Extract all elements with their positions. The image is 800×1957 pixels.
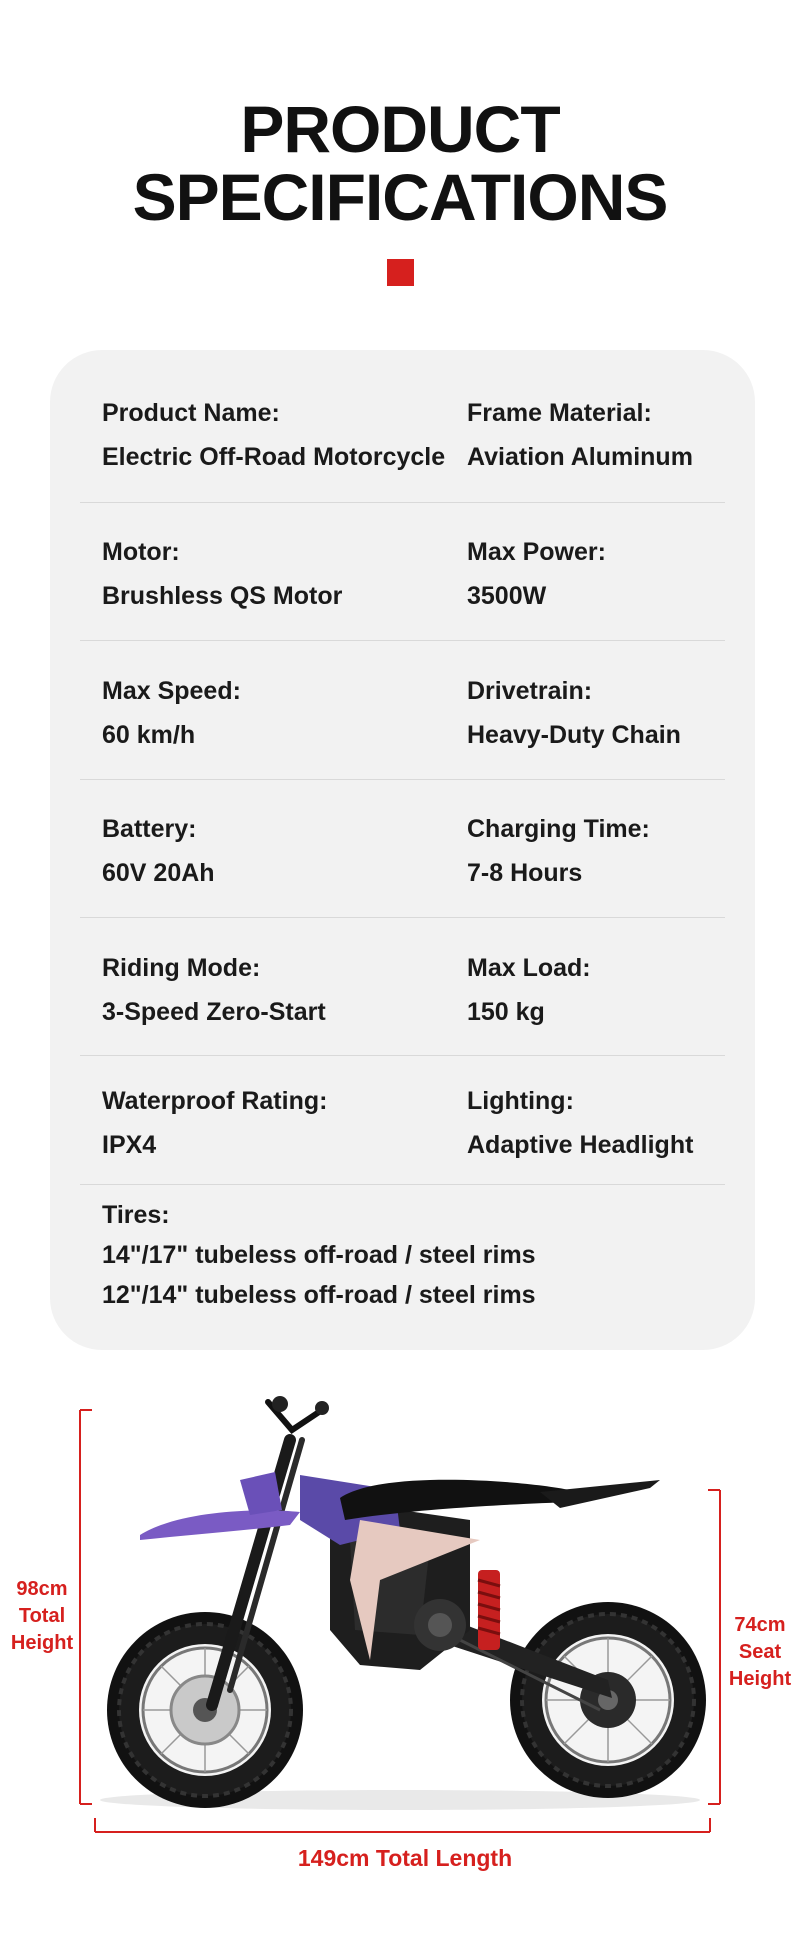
total-height-bracket xyxy=(80,1410,92,1804)
spec-value: IPX4 xyxy=(102,1131,157,1159)
seat-height-word2: Height xyxy=(728,1668,792,1690)
spec-value: 3500W xyxy=(467,582,547,610)
divider xyxy=(80,640,725,641)
spec-value: 60 km/h xyxy=(102,721,196,749)
total-height-label xyxy=(4,1576,80,1657)
spec-cell-left xyxy=(102,953,326,1027)
total-height-value: 98cm xyxy=(16,1578,68,1600)
page-title xyxy=(0,92,800,234)
spec-label: Charging Time: xyxy=(467,815,650,843)
divider xyxy=(80,502,725,503)
spec-label: Motor: xyxy=(102,538,180,566)
spec-label: Waterproof Rating: xyxy=(102,1087,328,1115)
rear-wheel xyxy=(510,1602,706,1798)
spec-value: Electric Off-Road Motorcycle xyxy=(102,443,446,471)
seat-height-word1: Seat xyxy=(738,1641,782,1663)
spec-label: Max Speed: xyxy=(102,677,241,705)
spec-label: Lighting: xyxy=(467,1087,574,1115)
spec-cell-right xyxy=(467,676,681,750)
seat xyxy=(340,1480,570,1520)
spec-label: Battery: xyxy=(102,815,197,843)
rear-shock xyxy=(478,1570,500,1650)
tires-label: Tires: xyxy=(102,1201,170,1229)
spec-cell-left xyxy=(102,814,215,888)
spec-value: Heavy-Duty Chain xyxy=(467,721,681,749)
spec-value: 7-8 Hours xyxy=(467,859,583,887)
spec-cell-left xyxy=(102,398,445,472)
seat-height-label xyxy=(722,1612,798,1693)
front-wheel xyxy=(107,1612,303,1808)
seat-height-value: 74cm xyxy=(734,1614,786,1636)
tires-cell xyxy=(102,1200,536,1310)
divider xyxy=(80,1055,725,1056)
spec-cell-right xyxy=(467,537,606,611)
spec-value: Brushless QS Motor xyxy=(102,582,343,610)
tires-line-2: 12"/14" tubeless off-road / steel rims xyxy=(102,1281,536,1309)
spec-value: 3-Speed Zero-Start xyxy=(102,998,326,1026)
bike-dimension-area xyxy=(0,1380,800,1952)
spec-cell-right xyxy=(467,953,591,1027)
spec-cell-left xyxy=(102,537,342,611)
total-height-word1: Total xyxy=(18,1605,66,1627)
spec-cell-right xyxy=(467,1086,693,1160)
spec-value: Adaptive Headlight xyxy=(467,1131,694,1159)
rear-fender xyxy=(540,1480,660,1508)
tires-line-1: 14"/17" tubeless off-road / steel rims xyxy=(102,1241,536,1269)
accent-square xyxy=(387,259,414,286)
title-line-1: PRODUCT xyxy=(240,92,560,166)
spec-label: Product Name: xyxy=(102,399,280,427)
seat-height-bracket xyxy=(708,1490,720,1804)
spec-value: 150 kg xyxy=(467,998,545,1026)
total-height-word2: Height xyxy=(10,1632,74,1654)
spec-cell-left xyxy=(102,676,241,750)
spec-card xyxy=(50,350,755,1350)
spec-label: Max Load: xyxy=(467,954,591,982)
spec-label: Riding Mode: xyxy=(102,954,261,982)
spec-cell-left xyxy=(102,1086,327,1160)
divider xyxy=(80,779,725,780)
spec-label: Drivetrain: xyxy=(467,677,593,705)
total-length-bracket xyxy=(95,1818,710,1832)
total-length-label: 149cm Total Length xyxy=(297,1845,513,1871)
title-line-2: SPECIFICATIONS xyxy=(132,160,668,234)
spec-value: 60V 20Ah xyxy=(102,859,215,887)
spec-label: Max Power: xyxy=(467,538,606,566)
spec-label: Frame Material: xyxy=(467,399,652,427)
number-plate xyxy=(240,1472,282,1515)
spec-cell-right xyxy=(467,398,693,472)
spec-value: Aviation Aluminum xyxy=(467,443,693,471)
spec-cell-right xyxy=(467,814,650,888)
divider xyxy=(80,1184,725,1185)
divider xyxy=(80,917,725,918)
